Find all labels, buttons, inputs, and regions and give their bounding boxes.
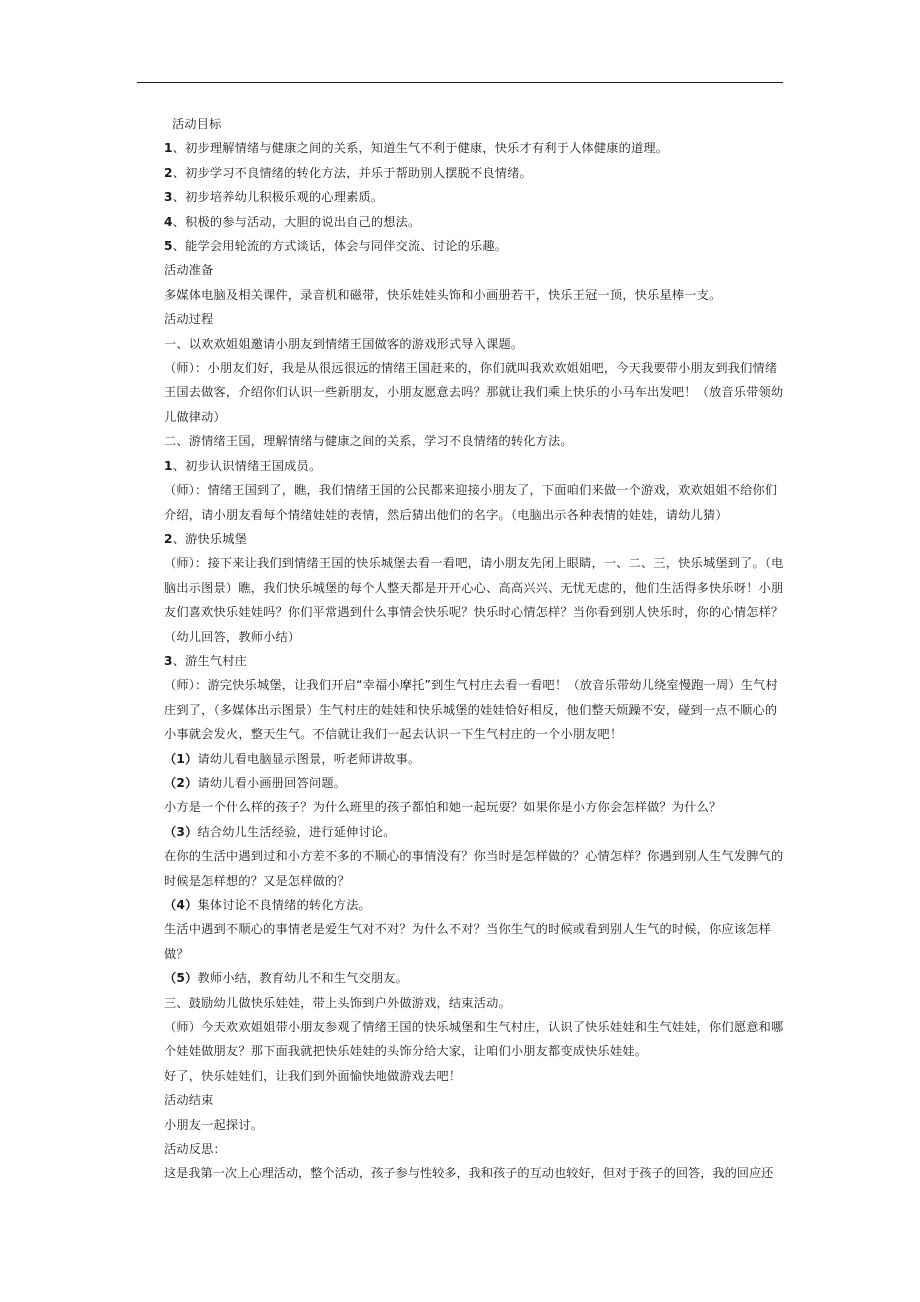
sub-step-2-teacher: （师）：接下来让我们到情绪王国的快乐城堡去看一看吧，请小朋友先闭上眼睛，一、二、三，快乐城堡到了。（电脑出示图景）瞧，我们快乐城堡的每个人整天都是开开心心、高高兴兴、无忧无虑的，他们生活得多快乐呀！小朋友们喜欢快乐娃娃吗？你们平常遇到什么事情会快乐呢？快乐时心情怎样？当你看到别人快乐时，你的心情怎样？（幼儿回答，教师小结） [164, 556, 784, 644]
goal-item-1 [140, 136, 786, 160]
goal-number: 5 [164, 239, 173, 254]
goal-number: 3 [164, 190, 173, 205]
reflection-text: 这是我第一次上心理活动，整个活动，孩子参与性较多，我和孩子的互动也较好，但对于孩子的回答，我的回应还 [164, 1166, 774, 1181]
item-4 [140, 893, 786, 917]
sub-step-3-teacher: （师）：游完快乐城堡，让我们开启“幸福小摩托”到生气村庄去看一看吧！（放音乐带幼儿绕室慢跑一周）生气村庄到了，（多媒体出示图景）生气村庄的娃娃和快乐城堡的娃娃恰好相反，他们整天烦躁不安，碰到一点不顺心的小事就会发火，整天生气。不信就让我们一起去认识一下生气村庄的一个小朋友吧！ [164, 678, 778, 742]
item-3-question: 在你的生活中遇到过和小方差不多的不顺心的事情没有？你当时是怎样做的？心情怎样？你遇到别人生气发脾气的时候是怎样想的？又是怎样做的？ [164, 849, 784, 888]
item-text: 教师小结，教育幼儿不和生气交朋友。 [197, 971, 409, 986]
item-text: 请幼儿看小画册回答问题。 [197, 775, 347, 790]
sub-step-text: 、游生气村庄 [172, 653, 248, 668]
item-1 [140, 747, 786, 771]
step-2: 二、游情绪王国，理解情绪与健康之间的关系，学习不良情绪的转化方法。 [164, 434, 573, 449]
sub-step-1 [140, 454, 786, 478]
document-body [140, 112, 786, 1186]
goal-item-3 [140, 185, 786, 209]
item-number: （2） [164, 775, 198, 790]
goal-text: 、能学会用轮流的方式谈话，体会与同伴交流、讨论的乐趣。 [172, 239, 508, 254]
item-text: 集体讨论不良情绪的转化方法。 [197, 898, 371, 912]
goal-item-4 [140, 210, 786, 234]
step-1: 一、以欢欢姐姐邀请小朋友到情绪王国做客的游戏形式导入课题。 [164, 336, 524, 351]
step-3: 三、鼓励幼儿做快乐娃娃，带上头饰到户外做游戏，结束活动。 [164, 995, 511, 1010]
goal-number: 1 [164, 141, 173, 156]
item-4-question: 生活中遇到不顺心的事情老是爱生气对不对？为什么不对？当你生气的时候或看到别人生气的时候，你应该怎样做？ [164, 922, 771, 961]
goal-text: 、初步学习不良情绪的转化方法，并乐于帮助别人摆脱不良情绪。 [172, 165, 532, 180]
sub-step-text: 、游快乐城堡 [172, 531, 248, 546]
step-3-teacher: （师）今天欢欢姐姐带小朋友参观了情绪王国的快乐城堡和生气村庄，认识了快乐娃娃和生气娃娃，你们愿意和哪个娃娃做朋友？那下面我就把快乐娃娃的头饰分给大家，让咱们小朋友都变成快乐娃娃。 [164, 1020, 784, 1059]
item-number: （5） [164, 971, 198, 986]
sub-step-number: 1 [164, 458, 173, 473]
sub-step-number: 3 [164, 653, 173, 668]
heading-goals: 活动目标 [172, 117, 222, 131]
goal-item-2 [140, 161, 786, 185]
heading-prep: 活动准备 [164, 263, 214, 278]
item-3 [140, 820, 786, 844]
item-2 [140, 771, 786, 795]
heading-reflection: 活动反思： [164, 1142, 226, 1157]
item-number: （1） [164, 751, 198, 766]
header-rule [137, 82, 783, 83]
goal-number: 4 [164, 214, 173, 229]
sub-step-number: 2 [164, 531, 173, 546]
closing-line: 好了，快乐娃娃们，让我们到外面愉快地做游戏去吧！ [164, 1068, 462, 1083]
goal-text: 、积极的参与活动，大胆的说出自己的想法。 [172, 214, 421, 229]
heading-end: 活动结束 [164, 1093, 214, 1108]
step-1-teacher: （师）：小朋友们好，我是从很远很远的情绪王国赶来的，你们就叫我欢欢姐姐吧，今天我要带小朋友到我们情绪王国去做客，介绍你们认识一些新朋友，小朋友愿意去吗？那就让我们乘上快乐的小马车出发吧！（放音乐带领幼儿做律动） [164, 361, 784, 424]
item-number: （4） [164, 898, 198, 912]
heading-process: 活动过程 [164, 312, 214, 327]
sub-step-text: 、初步认识情绪王国成员。 [172, 458, 322, 473]
sub-step-3 [140, 649, 786, 673]
goal-text: 、初步理解情绪与健康之间的关系，知道生气不利于健康，快乐才有利于人体健康的道理。 [172, 141, 669, 156]
sub-step-2 [140, 527, 786, 551]
goal-item-5 [140, 234, 786, 258]
item-number: （3） [164, 824, 198, 839]
goal-text: 、初步培养幼儿积极乐观的心理素质。 [172, 190, 384, 205]
item-text: 请幼儿看电脑显示图景，听老师讲故事。 [197, 751, 421, 766]
end-text: 小朋友一起探讨。 [164, 1117, 264, 1132]
item-2-question: 小方是一个什么样的孩子？为什么班里的孩子都怕和她一起玩耍？如果你是小方你会怎样做？为什么？ [164, 800, 722, 815]
prep-text: 多媒体电脑及相关课件，录音机和磁带，快乐娃娃头饰和小画册若干，快乐王冠一顶，快乐星棒一支。 [164, 287, 722, 302]
item-5 [140, 966, 786, 990]
sub-step-1-teacher: （师）：情绪王国到了，瞧，我们情绪王国的公民都来迎接小朋友了，下面咱们来做一个游戏，欢欢姐姐不给你们介绍，请小朋友看每个情绪娃娃的表情，然后猜出他们的名字。（电脑出示各种表情的娃娃，请幼儿猜） [164, 483, 778, 522]
item-text: 结合幼儿生活经验，进行延伸讨论。 [197, 824, 396, 839]
goal-number: 2 [164, 165, 173, 180]
